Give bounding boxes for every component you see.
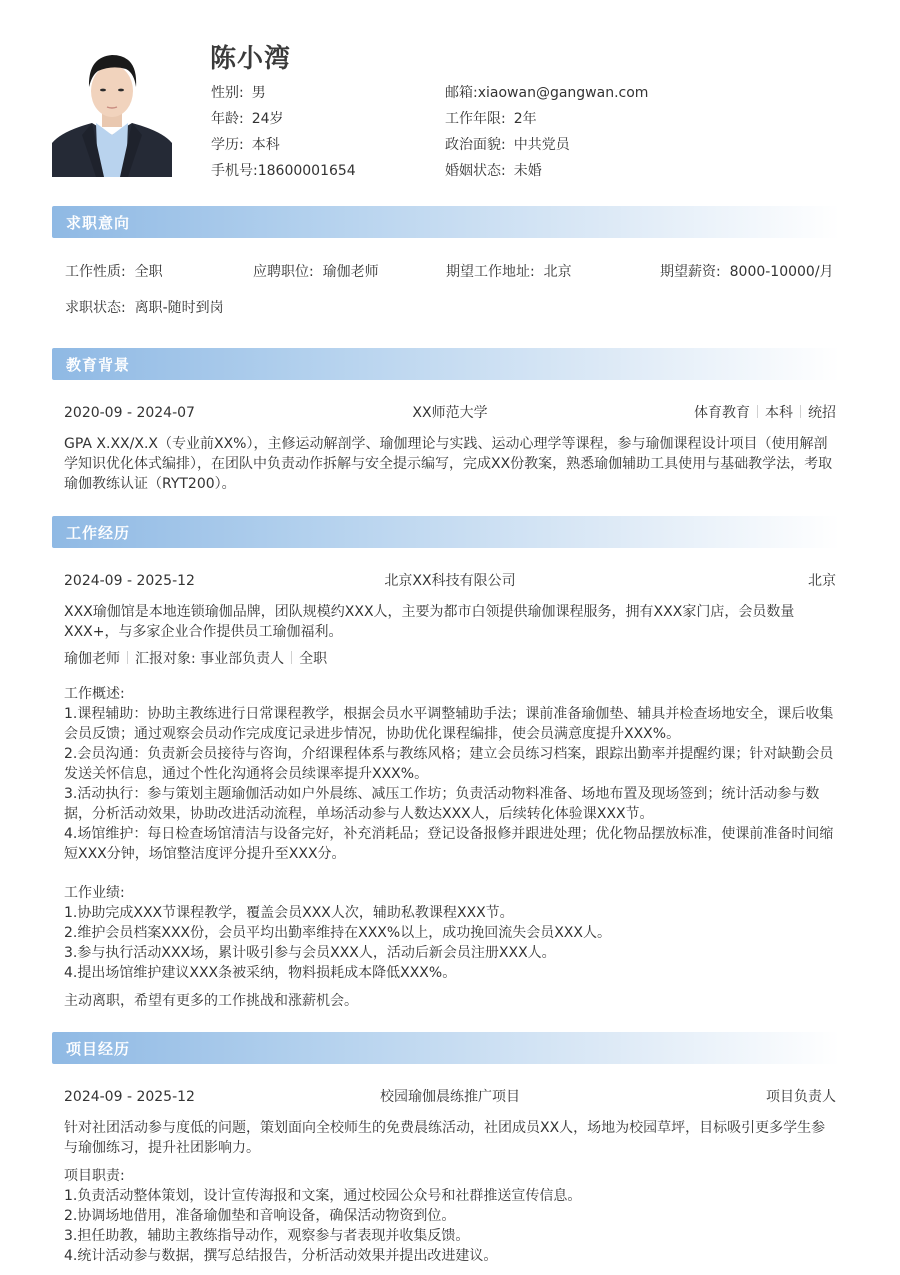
duty-item: 2.协调场地借用，准备瑜伽垫和音响设备，确保活动物资到位。: [64, 1208, 456, 1224]
field-label: 应聘职位:: [253, 264, 314, 280]
section-header-work: [52, 516, 840, 548]
achievements-title: 工作业绩:: [64, 885, 125, 901]
work-overview: [64, 684, 836, 864]
info-degree: [211, 135, 356, 161]
education-period: 2020-09 - 2024-07: [64, 405, 195, 421]
info-value: 男: [251, 85, 266, 101]
tag-major: 体育教育: [694, 405, 750, 421]
info-value: 18600001654: [257, 163, 356, 179]
achievement-item: 4.提出场馆维护建议XXX条被采纳，物料损耗成本降低XXX%。: [64, 965, 457, 981]
divider: [800, 405, 801, 418]
work-company-intro: XXX瑜伽馆是本地连锁瑜伽品牌，团队规模约XXX人，主要为都市白领提供瑜伽课程服务，拥有XXX家门店，会员数量XXX+，与多家企业合作提供员工瑜伽福利。: [64, 604, 795, 640]
field-label: 期望薪资:: [660, 264, 721, 280]
field-label: 工作性质:: [65, 264, 126, 280]
section-title: 项目经历: [66, 1040, 131, 1058]
intention-position: [253, 262, 379, 282]
profile-photo: [52, 43, 172, 177]
divider: [757, 405, 758, 418]
work-achievements: [64, 883, 836, 983]
portrait-image: [52, 43, 172, 177]
section-title: 教育背景: [66, 356, 131, 374]
field-value: 离职-随时到岗: [134, 300, 224, 316]
work-period: 2024-09 - 2025-12: [64, 573, 195, 589]
duties-title: 项目职责:: [64, 1168, 125, 1184]
overview-item: 1.课程辅助：协助主教练进行日常课程教学，根据会员水平调整辅助手法；课前准备瑜伽垫、辅具并检查场地安全，课后收集会员反馈；通过观察会员动作完成度记录进步情况，协助优化课程编排，使会员满意度提升XXX%。: [64, 706, 834, 742]
work-location: 北京: [808, 573, 836, 589]
info-label: 婚姻状态:: [445, 163, 506, 179]
info-label: 性别:: [211, 85, 244, 101]
education-school: XX师范大学: [412, 405, 488, 421]
tag-degree: 本科: [765, 405, 793, 421]
field-value: 8000-10000/月: [729, 264, 834, 280]
education-tags: [694, 403, 836, 423]
info-gender: [211, 83, 356, 109]
project-duties: [64, 1166, 836, 1266]
project-row: [64, 1087, 836, 1107]
project-period: 2024-09 - 2025-12: [64, 1089, 195, 1105]
project-intro: 针对社团活动参与度低的问题，策划面向全校师生的免费晨练活动，社团成员XX人，场地为校园草坪，目标吸引更多学生参与瑜伽练习，提升社团影响力。: [64, 1120, 826, 1156]
field-value: 北京: [543, 264, 572, 280]
tag-job-type: 全职: [299, 651, 328, 667]
field-value: 瑜伽老师: [322, 264, 379, 280]
info-label: 年龄:: [211, 111, 244, 127]
work-row: [64, 571, 836, 591]
achievement-item: 1.协助完成XXX节课程教学，覆盖会员XXX人次，辅助私教课程XXX节。: [64, 905, 514, 921]
leave-reason: 主动离职，希望有更多的工作挑战和涨薪机会。: [64, 993, 358, 1009]
candidate-name: 陈小湾: [210, 44, 292, 74]
info-experience-years: [445, 109, 648, 135]
tag-report-to: 汇报对象: 事业部负责人: [135, 651, 285, 667]
info-label: 手机号:: [211, 163, 258, 179]
intention-status: [65, 298, 224, 318]
info-phone: [211, 161, 356, 187]
achievement-item: 2.维护会员档案XXX份，会员平均出勤率维持在XXX%以上，成功挽回流失会员XXX人。: [64, 925, 611, 941]
info-age: [211, 109, 356, 135]
intention-location: [446, 262, 572, 282]
section-title: 工作经历: [66, 524, 131, 542]
info-email: [445, 83, 648, 109]
info-value: 本科: [251, 137, 280, 153]
work-tags: [64, 649, 327, 669]
info-value: xiaowan@gangwan.com: [477, 85, 649, 101]
project-name: 校园瑜伽晨练推广项目: [380, 1089, 520, 1105]
education-description: GPA X.XX/X.X（专业前XX%），主修运动解剖学、瑜伽理论与实践、运动心理学等课程，参与瑜伽课程设计项目（使用解剖学知识优化体式编排），在团队中负责动作拆解与安全提示编写，完成XX份教案，熟悉瑜伽辅助工具使用与基础教学法，考取瑜伽教练认证（RYT200）。: [64, 436, 833, 492]
project-role: 项目负责人: [766, 1089, 836, 1105]
info-label: 学历:: [211, 137, 244, 153]
section-title: 求职意向: [66, 214, 131, 232]
info-marital-status: [445, 161, 648, 187]
info-value: 未婚: [513, 163, 542, 179]
overview-item: 4.场馆维护：每日检查场馆清洁与设备完好，补充消耗品；登记设备报修并跟进处理；优化物品摆放标准，使课前准备时间缩短XXX分钟，场馆整洁度评分提升至XXX分。: [64, 826, 834, 862]
divider: [127, 651, 128, 664]
info-value: 2年: [513, 111, 537, 127]
divider: [291, 651, 292, 664]
education-row: [64, 403, 836, 423]
overview-item: 2.会员沟通：负责新会员接待与咨询，介绍课程体系与教练风格；建立会员练习档案，跟踪出勤率并提醒约课；针对缺勤会员发送关怀信息，通过个性化沟通将会员续课率提升XXX%。: [64, 746, 834, 782]
duty-item: 4.统计活动参与数据，撰写总结报告，分析活动效果并提出改进建议。: [64, 1248, 498, 1264]
basic-info-right: [445, 83, 648, 187]
info-label: 政治面貌:: [445, 137, 506, 153]
info-label: 工作年限:: [445, 111, 506, 127]
field-label: 期望工作地址:: [446, 264, 535, 280]
section-header-intention: [52, 206, 840, 238]
info-political-status: [445, 135, 648, 161]
info-value: 中共党员: [513, 137, 570, 153]
achievement-item: 3.参与执行活动XXX场，累计吸引参与会员XXX人，活动后新会员注册XXX人。: [64, 945, 556, 961]
tag-role: 瑜伽老师: [64, 651, 120, 667]
intention-job-type: [65, 262, 163, 282]
basic-info-left: [211, 83, 356, 187]
info-label: 邮箱:: [445, 85, 478, 101]
work-company: 北京XX科技有限公司: [384, 573, 516, 589]
overview-item: 3.活动执行：参与策划主题瑜伽活动如户外晨练、减压工作坊；负责活动物料准备、场地布置及现场签到；统计活动参与数据，分析活动效果，协助改进活动流程，单场活动参与人数达XXX人，后续转化体验课XXX节。: [64, 786, 820, 822]
info-value: 24岁: [251, 111, 284, 127]
intention-salary: [660, 262, 834, 282]
section-header-project: [52, 1032, 840, 1064]
duty-item: 1.负责活动整体策划，设计宣传海报和文案，通过校园公众号和社群推送宣传信息。: [64, 1188, 582, 1204]
section-header-education: [52, 348, 840, 380]
tag-enrollment: 统招: [808, 405, 836, 421]
field-value: 全职: [134, 264, 163, 280]
duty-item: 3.担任助教，辅助主教练指导动作，观察参与者表现并收集反馈。: [64, 1228, 470, 1244]
overview-title: 工作概述:: [64, 686, 125, 702]
field-label: 求职状态:: [65, 300, 126, 316]
